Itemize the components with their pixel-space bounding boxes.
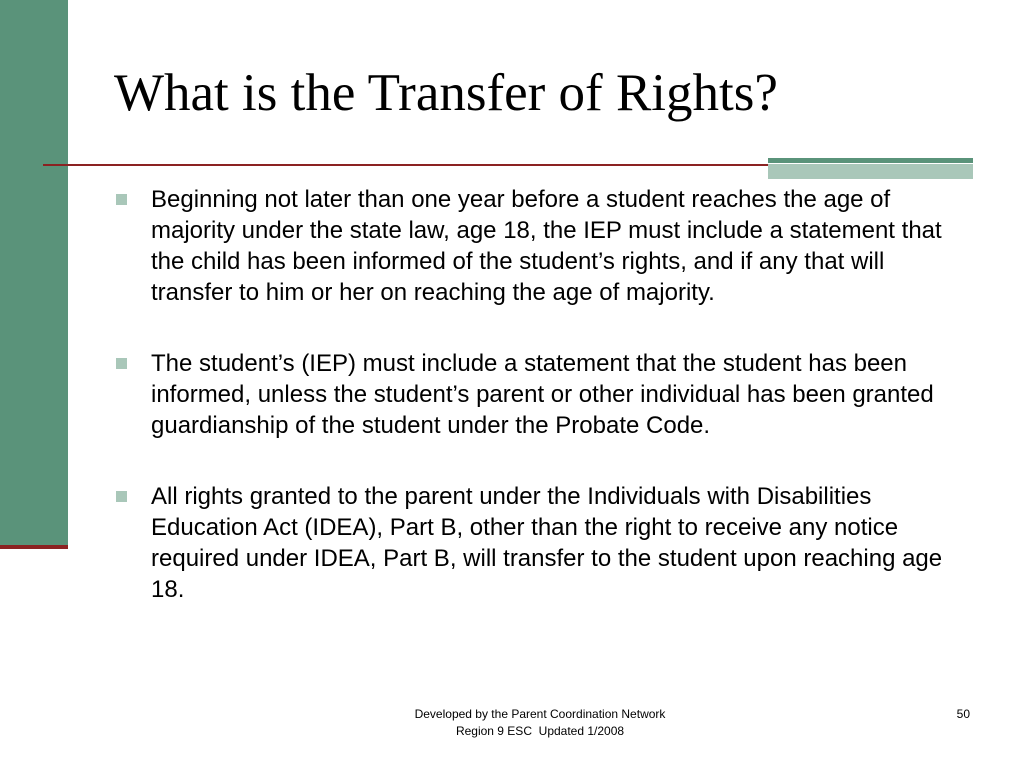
slide-title: What is the Transfer of Rights? — [114, 64, 778, 122]
title-accent-block — [768, 158, 973, 179]
bullet-item — [116, 348, 956, 441]
bullet-text: The student’s (IEP) must include a statement that the student has been informed, unless the student’s parent or other individual has been granted guardianship of the student under the Probate Code. — [151, 350, 934, 439]
page-number: 50 — [956, 707, 970, 721]
footer — [340, 706, 740, 740]
square-bullet-icon — [116, 194, 127, 205]
footer-line-1: Developed by the Parent Coordination Network — [414, 707, 666, 721]
bullet-item — [116, 184, 956, 308]
bullet-text: All rights granted to the parent under the Individuals with Disabilities Education Act (IDEA), Part B, other than the right to receive any notice required under IDEA, Part B, will transfer to the student upon reaching age 18. — [151, 483, 943, 603]
footer-line-2: Region 9 ESC Updated 1/2008 — [455, 724, 625, 738]
left-accent-rule — [0, 545, 68, 549]
bullet-text: Beginning not later than one year before a student reaches the age of majority under the state law, age 18, the IEP must include a statement that the child has been informed of the student’s rights, and if any that will transfer to him or her on reaching the age of majority. — [151, 186, 942, 306]
bullet-item — [116, 481, 956, 605]
accent-stripe — [768, 167, 973, 179]
square-bullet-icon — [116, 491, 127, 502]
bullet-list — [116, 184, 956, 605]
left-accent-bar — [0, 0, 68, 545]
square-bullet-icon — [116, 358, 127, 369]
accent-stripe — [768, 158, 973, 163]
